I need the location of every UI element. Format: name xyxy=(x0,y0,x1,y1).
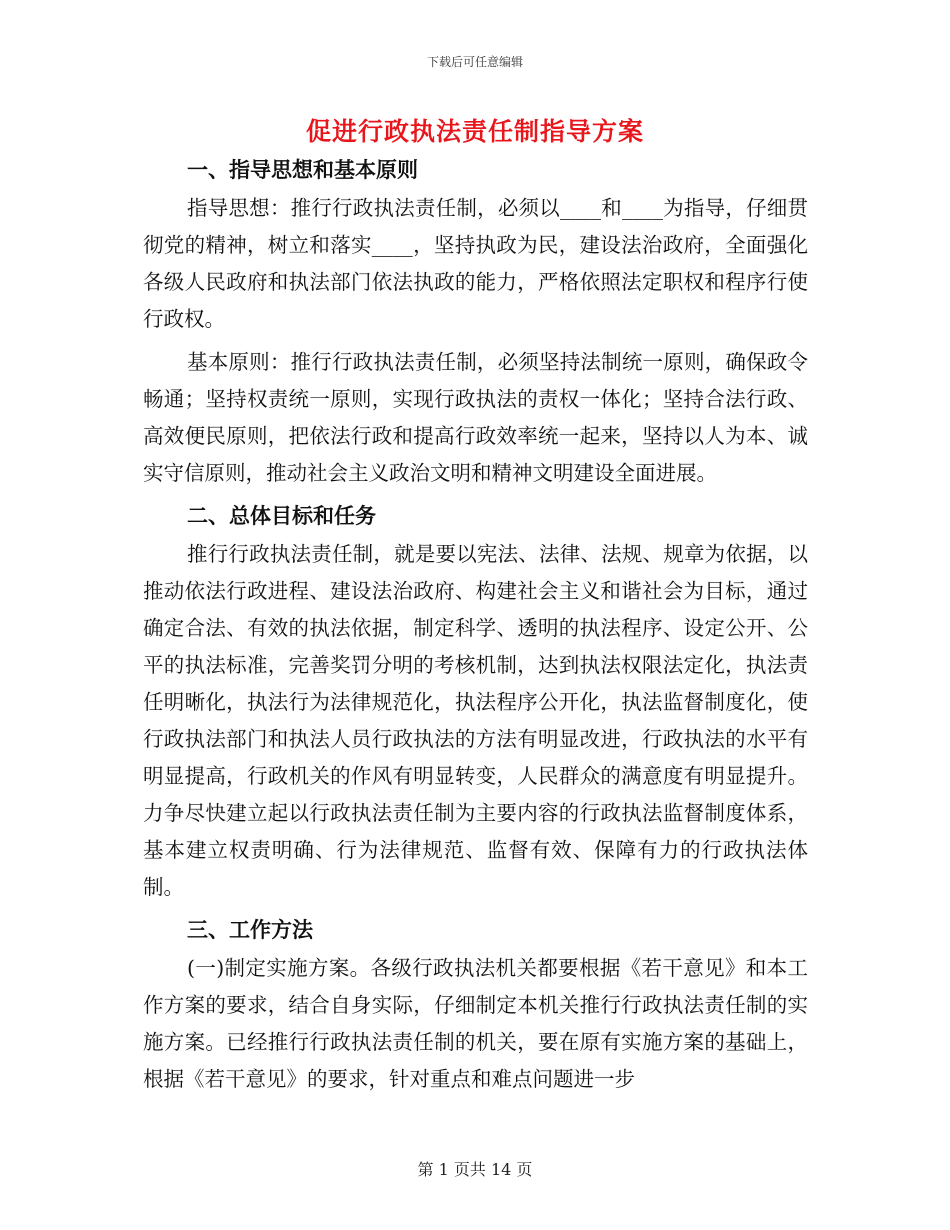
paragraph-work-method-1: (一)制定实施方案。各级行政执法机关都要根据《若干意见》和本工作方案的要求，结合自身实际，仔细制定本机关推行行政执法责任制的实施方案。已经推行行政执法责任制的机关，要在原有实施方案的基础上，根据《若干意见》的要求，针对重点和难点问题进一步 xyxy=(143,956,808,1091)
header-note: 下载后可任意编辑 xyxy=(426,55,523,69)
document-title: 促进行政执法责任制指导方案 xyxy=(305,117,644,146)
paragraph-goals-tasks: 推行行政执法责任制，就是要以宪法、法律、法规、规章为依据，以推动依法行政进程、建设法治政府、构建社会主义和谐社会为目标，通过确定合法、有效的执法依据，制定科学、透明的执法程序、设定公开、公平的执法标准，完善奖罚分明的考核机制，达到执法权限法定化，执法责任明晰化，执法行为法律规范化，执法程序公开化，执法监督制度化，使行政执法部门和执法人员行政执法的方法有明显改进，行政执法的水平有明显提高，行政机关的作风有明显转变，人民群众的满意度有明显提升。力争尽快建立起以行政执法责任制为主要内容的行政执法监督制度体系，基本建立权责明确、行为法律规范、监督有效、保障有力的行政执法体制。 xyxy=(143,542,808,899)
section-heading-2: 二、总体目标和任务 xyxy=(187,503,376,528)
page-footer: 第 1 页共 14 页 xyxy=(417,1160,533,1179)
paragraph-basic-principles: 基本原则：推行行政执法责任制，必须坚持法制统一原则，确保政令畅通；坚持权责统一原则，实现行政执法的责权一体化；坚持合法行政、高效便民原则，把依法行政和提高行政效率统一起来，坚持以人为本、诚实守信原则，推动社会主义政治文明和精神文明建设全面进展。 xyxy=(143,350,808,485)
document-body xyxy=(143,152,808,1104)
section-heading-1: 一、指导思想和基本原则 xyxy=(187,157,418,182)
section-heading-3: 三、工作方法 xyxy=(187,917,313,942)
paragraph-guiding-thought: 指导思想：推行行政执法责任制，必须以____和____为指导，仔细贯彻党的精神，树立和落实____，坚持执政为民，建设法治政府，全面强化各级人民政府和执法部门依法执政的能力，严格依照法定职权和程序行使行政权。 xyxy=(143,196,808,331)
